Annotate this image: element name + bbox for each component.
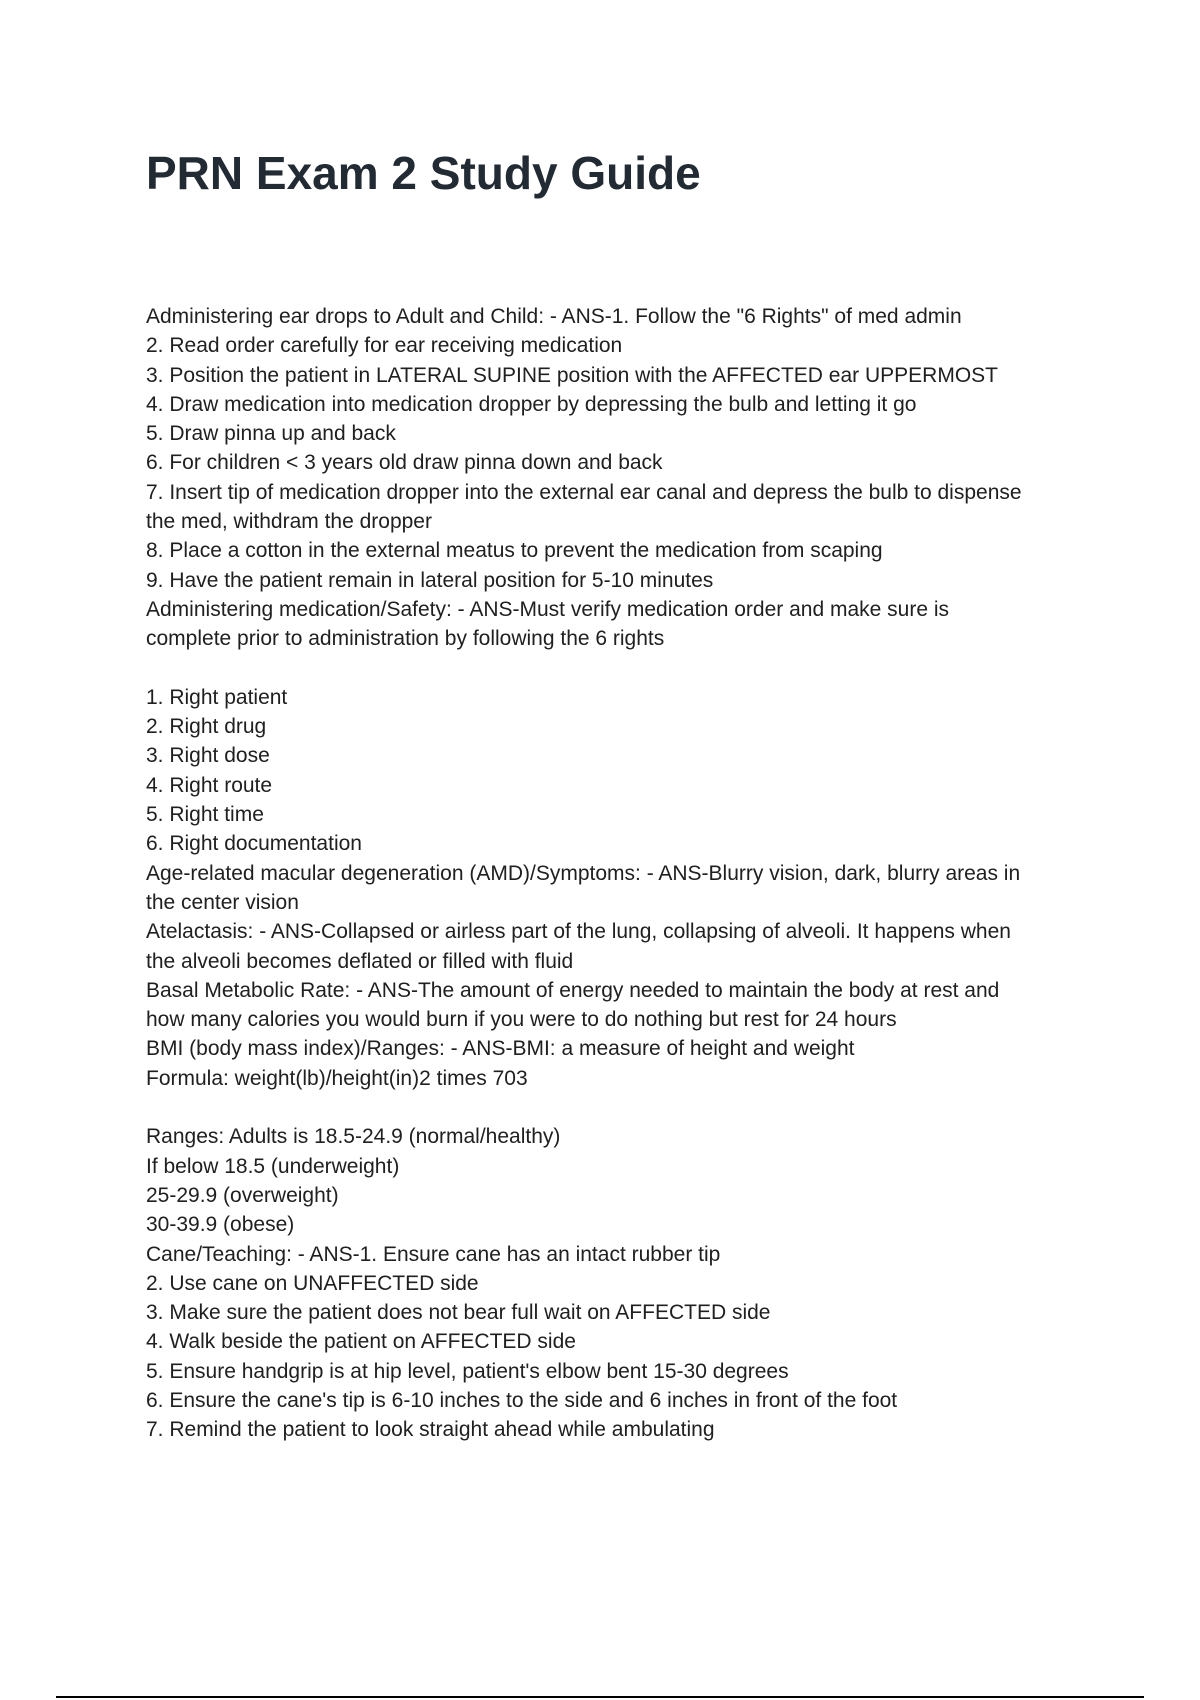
text-line: 5. Ensure handgrip is at hip level, patient's elbow bent 15-30 degrees [146,1359,789,1383]
text-line: 4. Right route [146,773,273,797]
text-line: 25-29.9 (overweight) [146,1183,339,1207]
text-line: Atelactasis: - ANS-Collapsed or airless part of the lung, collapsing of alveoli. It happens when [146,920,1011,944]
text-line: 2. Read order carefully for ear receiving medication [146,334,623,358]
text-line: Administering medication/Safety: - ANS-Must verify medication order and make sure is [146,597,949,621]
text-line: Cane/Teaching: - ANS-1. Ensure cane has an intact rubber tip [146,1242,721,1266]
text-line: 6. For children < 3 years old draw pinna down and back [146,451,663,475]
page-title: PRN Exam 2 Study Guide [146,147,701,199]
text-line: If below 18.5 (underweight) [146,1154,400,1178]
text-line: Age-related macular degeneration (AMD)/Symptoms: - ANS-Blurry vision, dark, blurry areas in [146,861,1021,885]
text-line: 30-39.9 (obese) [146,1213,295,1237]
text-line: 4. Walk beside the patient on AFFECTED side [146,1330,576,1354]
text-line: complete prior to administration by following the 6 rights [146,627,665,651]
text-line: how many calories you would burn if you were to do nothing but rest for 24 hours [146,1008,897,1032]
text-line: Basal Metabolic Rate: - ANS-The amount of energy needed to maintain the body at rest and [146,978,1000,1002]
text-line: the center vision [146,890,299,914]
text-line: 3. Right dose [146,744,270,768]
text-line: BMI (body mass index)/Ranges: - ANS-BMI: a measure of height and weight [146,1037,855,1061]
blank-line [146,1093,1086,1122]
text-line: Ranges: Adults is 18.5-24.9 (normal/healthy) [146,1125,561,1149]
footer-divider [56,1696,1144,1698]
text-line: 4. Draw medication into medication dropper by depressing the bulb and letting it go [146,392,917,416]
text-line: 3. Position the patient in LATERAL SUPINE position with the AFFECTED ear UPPERMOST [146,363,999,387]
document-body [146,302,1086,1445]
text-line: 7. Remind the patient to look straight ahead while ambulating [146,1418,715,1442]
text-line: Formula: weight(lb)/height(in)2 times 703 [146,1066,528,1090]
blank-line [146,654,1086,683]
text-line: the med, withdram the dropper [146,510,432,534]
text-line: 9. Have the patient remain in lateral position for 5-10 minutes [146,568,714,592]
text-line: 6. Ensure the cane's tip is 6-10 inches to the side and 6 inches in front of the foot [146,1388,898,1412]
text-line: 3. Make sure the patient does not bear full wait on AFFECTED side [146,1301,771,1325]
text-line: Administering ear drops to Adult and Child: - ANS-1. Follow the "6 Rights" of med admin [146,305,962,328]
text-line: 8. Place a cotton in the external meatus to prevent the medication from scaping [146,539,883,563]
text-line: 6. Right documentation [146,832,362,856]
text-line: the alveoli becomes deflated or filled with fluid [146,949,574,973]
text-line: 2. Use cane on UNAFFECTED side [146,1271,479,1295]
text-line: 5. Right time [146,803,264,827]
text-line: 2. Right drug [146,715,267,739]
text-line: 7. Insert tip of medication dropper into the external ear canal and depress the bulb to dispense [146,480,1022,504]
text-line: 1. Right patient [146,685,288,709]
text-line: 5. Draw pinna up and back [146,422,396,446]
